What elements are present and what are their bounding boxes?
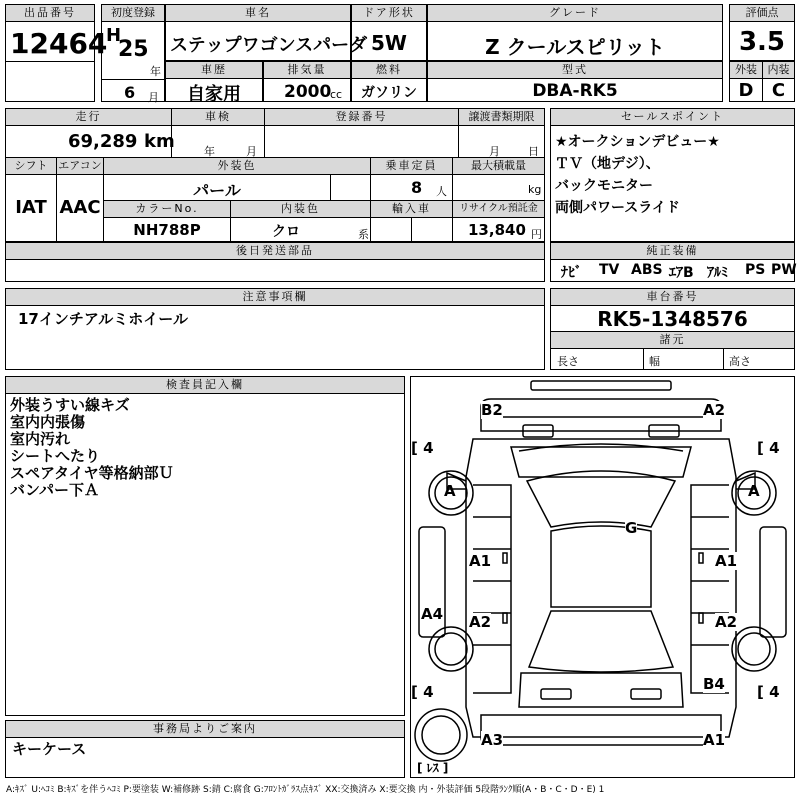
year-unit: 年	[150, 65, 161, 78]
damage-mark-tire-left: A	[444, 482, 456, 500]
office-label: 事務局よりご案内	[6, 721, 404, 737]
equipment-airbag: ｴｱB	[669, 265, 694, 281]
damage-mark-a2-right: A2	[715, 613, 738, 631]
mileage-value: 69,289	[68, 131, 138, 152]
month-value: 6	[124, 83, 136, 102]
car-diagram	[411, 377, 794, 777]
interior-label: 内装	[763, 62, 794, 78]
damage-mark-b4: B4	[703, 675, 725, 693]
notes-label: 注意事項欄	[6, 289, 544, 305]
year-value: 25	[118, 37, 149, 62]
equipment-ps: PS	[745, 262, 766, 278]
damage-mark-a1-left: A1	[469, 552, 492, 570]
transfer-day-unit: 日	[528, 145, 539, 158]
damage-mark-a2-left: A2	[469, 613, 492, 631]
capacity-label: 乗車定員	[371, 158, 452, 174]
later-parts-label: 後日発送部品	[6, 243, 544, 259]
inspection-label: 車検	[172, 109, 264, 125]
car-diagram-box	[410, 376, 795, 778]
damage-mark-a2-top: A2	[703, 401, 726, 419]
damage-mark-tire-right: A	[748, 482, 760, 500]
damage-mark-b2: B2	[481, 401, 503, 419]
ac-label: エアコン	[58, 159, 102, 172]
tread-fr: [ 4	[757, 439, 780, 457]
capacity-unit: 人	[436, 185, 447, 198]
lot-number-value: 12464	[10, 27, 108, 60]
displacement-value: 2000	[284, 82, 332, 102]
damage-mark-a3: A3	[481, 731, 504, 749]
damage-mark-a4: A4	[421, 605, 444, 623]
shift-label: シフト	[6, 158, 56, 174]
door-value: 5W	[371, 31, 407, 55]
registration-label: 登録番号	[265, 109, 458, 125]
equipment-alloy: ｱﾙﾐ	[707, 265, 728, 281]
door-box	[351, 4, 427, 61]
displacement-unit: cc	[330, 88, 343, 101]
office-text: キーケース	[12, 740, 87, 758]
length-label: 長さ	[557, 355, 579, 368]
equipment-navi: ﾅﾋﾞ	[561, 265, 582, 281]
mileage-unit: km	[144, 131, 175, 152]
spare-tire-label: [ ﾚｽ ]	[417, 761, 449, 775]
fuel-label: 燃料	[352, 62, 426, 78]
capacity-value: 8	[411, 178, 423, 197]
load-label: 最大積載量	[453, 158, 544, 174]
height-label: 高さ	[729, 355, 751, 368]
first-registration-box	[101, 4, 165, 102]
inspector-box	[5, 376, 405, 716]
sales-point-label: セールスポイント	[551, 109, 794, 125]
fuel-value: ガソリン	[361, 85, 417, 101]
sales-point-text: ★オークションデビュー★ ＴＶ（地デジ）、 バックモニター 両側パワースライド	[555, 134, 720, 216]
fuel-box	[351, 61, 427, 102]
model-box	[165, 4, 368, 61]
model-label: 車名	[166, 5, 350, 21]
score-box	[729, 4, 795, 61]
tread-rr: [ 4	[757, 683, 780, 701]
interior-color-value: クロ	[272, 224, 300, 240]
inspection-month-unit: 月	[246, 145, 257, 158]
color-label: 外装色	[104, 158, 370, 174]
inspector-text: 外装うすい線キズ 室内内張傷 室内汚れ シートへたり スペアタイヤ等格納部Ｕ バンパー下Ａ	[10, 396, 174, 499]
first-registration-label: 初度登録	[102, 5, 164, 21]
legend-text: A:ｷｽﾞ U:ﾍｺﾐ B:ｷｽﾞを伴うﾍｺﾐ P:要塗装 W:補修跡 S:錆 C:腐食 G:ﾌﾛﾝﾄｶﾞﾗｽ点ｷｽﾞ XX:交換済み X:要交換 内・外装評価 5段階ﾗﾝｸ順(A・B・C・D・E) 1	[6, 785, 605, 795]
interior-value: C	[771, 80, 786, 101]
history-value: 自家用	[187, 84, 241, 105]
width-label: 幅	[649, 355, 660, 368]
color-value: パール	[193, 181, 241, 200]
ac-value: AAC	[59, 197, 101, 218]
office-box	[5, 720, 405, 778]
exterior-label: 外装	[730, 62, 762, 78]
equipment-tv: TV	[599, 262, 620, 278]
damage-mark-a1-right: A1	[715, 552, 738, 570]
type-value: DBA-RK5	[532, 81, 618, 101]
history-box	[165, 61, 263, 105]
mileage-label: 走行	[6, 109, 171, 125]
history-label: 車歴	[166, 62, 262, 78]
color-no-label: カラーNo.	[104, 201, 230, 217]
model-value: ステップワゴンスパーダ	[170, 35, 368, 56]
displacement-label: 排気量	[264, 62, 350, 78]
interior-color-unit: 系	[358, 228, 369, 241]
exterior-interior-box	[729, 61, 795, 102]
notes-box	[5, 288, 545, 370]
chassis-label: 車台番号	[551, 289, 794, 305]
recycle-value: 13,840	[468, 221, 526, 239]
later-parts-box	[5, 242, 545, 282]
sales-point-box	[550, 108, 795, 242]
grade-box	[427, 4, 723, 61]
score-label: 評価点	[730, 5, 794, 21]
score-value: 3.5	[738, 27, 786, 57]
damage-mark-a1-bottom: A1	[703, 731, 726, 749]
transfer-month-unit: 月	[489, 145, 500, 158]
type-label: 型式	[428, 62, 722, 78]
recycle-label: リサイクル預託金	[453, 201, 544, 217]
equipment-box	[550, 242, 795, 282]
chassis-value: RK5-1348576	[597, 307, 748, 331]
interior-color-label: 内装色	[231, 201, 370, 217]
lot-number-label: 出品番号	[6, 5, 94, 21]
inspector-label: 検査員記入欄	[6, 377, 404, 393]
spec-label: 諸元	[551, 332, 794, 348]
displacement-box	[263, 61, 351, 102]
type-box	[427, 61, 723, 102]
tread-rl: [ 4	[411, 683, 434, 701]
month-unit: 月	[148, 91, 159, 104]
inspection-year-unit: 年	[204, 145, 215, 158]
lot-number-box	[5, 4, 108, 102]
details-box	[5, 108, 545, 242]
import-label: 輸入車	[371, 201, 452, 217]
load-unit: kg	[528, 183, 542, 196]
equipment-abs: ABS	[631, 262, 663, 278]
grade-value: Z クールスピリット	[485, 35, 665, 59]
damage-mark-g: G	[625, 519, 638, 537]
equipment-label: 純正装備	[551, 243, 794, 259]
notes-text: 17インチアルミホイール	[18, 310, 188, 328]
grade-label: グレード	[428, 5, 722, 21]
door-label: ドア形状	[352, 5, 426, 21]
tread-fl: [ 4	[411, 439, 434, 457]
transfer-label: 譲渡書類期限	[459, 109, 544, 125]
equipment-pw: PW	[771, 262, 797, 278]
chassis-box	[550, 288, 795, 370]
color-no-value: NH788P	[133, 221, 201, 239]
exterior-value: D	[738, 80, 754, 101]
shift-value: IAT	[15, 197, 47, 218]
recycle-unit: 円	[531, 228, 542, 241]
era-value: H	[106, 25, 122, 46]
